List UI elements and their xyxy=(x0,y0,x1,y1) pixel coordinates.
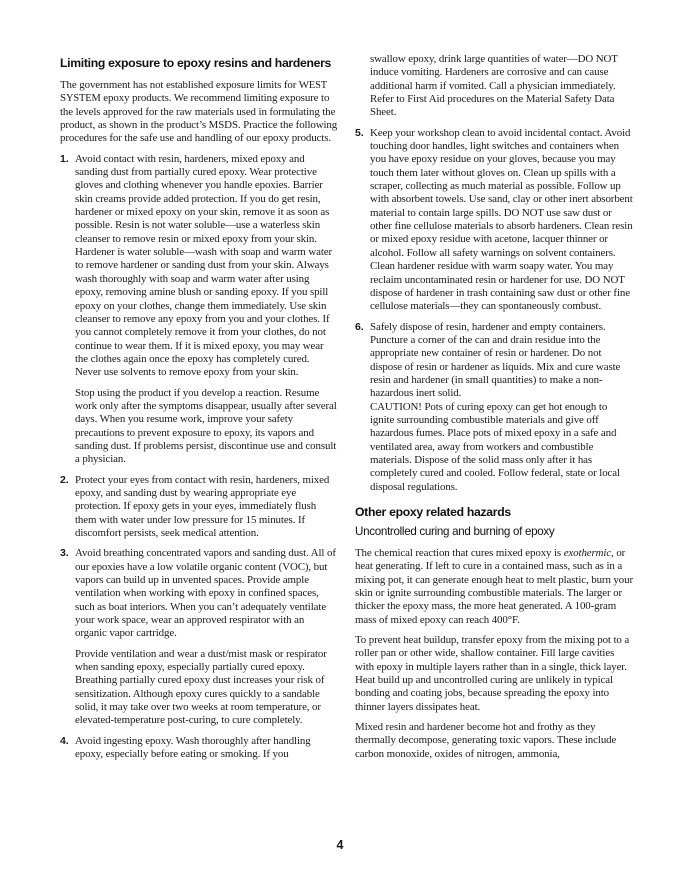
list-item-5 xyxy=(355,127,633,314)
list-item-paragraph: swallow epoxy, drink large quantities of water—DO NOT induce vomiting. Hardeners are corrosive and can cause additional harm if vomited. Call a physician immediately. Refer to First Aid procedures on the Material Safety Data Sheet. xyxy=(370,53,618,119)
brand-letter-w: W xyxy=(298,79,309,91)
left-column xyxy=(60,55,338,769)
list-item-paragraph: Stop using the product if you develop a reaction. Resume work only after the symptoms disappear, usually after several days. When you resume work, improve your safety precautions to prevent exposure to epoxy, its vapors and sanding dust. If problems persist, discontinue use and consult a physician. xyxy=(75,386,337,466)
paragraph-text-end: , or heat generating. If left to cure in a contained mass, such as in a mixing pot, it can generate enough heat to melt plastic, burn your skin or ignite surrounding combustible materials. The larger or thicker the epoxy mass, the more heat generated. A 100-gram mass of mixed epoxy can reach 400°F. xyxy=(355,547,633,626)
paragraph-exothermic xyxy=(355,547,633,627)
list-item-2 xyxy=(60,474,338,541)
section-heading-limiting-exposure: Limiting exposure to epoxy resins and hardeners xyxy=(60,56,332,70)
list-item-paragraph: Provide ventilation and wear a dust/mist mask or respirator when sanding epoxy, especially partially cured epoxy. Breathing partially cured epoxy dust increases your risk of sensitization. Although epoxy cures quickly to a sandable solid, it may take over two weeks at room temperature, or elevated-temperature post-curing, to cure completely. xyxy=(75,647,327,727)
right-column xyxy=(355,53,633,768)
list-item-paragraph: Avoid ingesting epoxy. Wash thoroughly after handling epoxy, especially before eating or smoking. If you xyxy=(75,734,311,761)
list-item-paragraph: Safely dispose of resin, hardener and empty containers. Puncture a corner of the can and drain residue into the appropriate new container of resin or hardener. Do not dispose of resin or hardener as liquids. Mix and cure waste resin and hardener (in small quantities) to make a non-hazardous inert solid. xyxy=(370,320,621,400)
list-number: 6. xyxy=(355,320,364,333)
brand-letter-s: S xyxy=(60,92,66,105)
intro-text-start: The government has not established exposure limits for xyxy=(60,79,299,91)
caution-paragraph: CAUTION! Pots of curing epoxy can get hot enough to ignite surrounding combustible materials and give off hazardous fumes. Place pots of mixed epoxy in a safe and ventilated area, away from workers and combustible materials. Dispose of the solid mass only after it has completely cured and cooled. Follow federal, state or local disposal regulations. xyxy=(370,400,620,493)
subheading-uncontrolled-curing: Uncontrolled curing and burning of epoxy xyxy=(355,525,555,538)
list-item-4-continued xyxy=(355,53,633,120)
list-item-paragraph: Avoid contact with resin, hardeners, mixed epoxy and sanding dust from partially cured epoxy. Wear protective gloves and clothing whenever you handle epoxies. Barrier skin creams provide added protection. If you do get resin, hardener or mixed epoxy on your skin, remove it as soon as possible. Resin is not water soluble—use a waterless skin cleanser to remove resin or mixed epoxy from your skin. Hardener is water soluble—wash with soap and warm water to remove hardener or sanding dust from your skin. Always wash thoroughly with soap and warm water after using epoxy, removing amine blush or sanding epoxy. If you spill epoxy on your clothes, change them immediately. Use skin cleanser to remove any epoxy from you and your clothes. If you cannot completely remove it from your clothes, do not continue to wear them. If it is mixed epoxy, you may wear the clothes again once the epoxy has completely cured. Never use solvents to remove epoxy from your skin. xyxy=(75,152,333,379)
list-number: 4. xyxy=(60,734,69,747)
paragraph-heat-buildup: To prevent heat buildup, transfer epoxy from the mixing pot to a roller pan or other wide, shallow container. Fill large cavities with epoxy in multiple layers rather than in a single, thick layer. Heat build up and uncontrolled curing are unlikely in typical bonding and coating jobs, because spreading the epoxy into thinner layers dissipates heat. xyxy=(355,634,630,713)
list-item-4 xyxy=(60,735,338,762)
list-item-paragraph: Protect your eyes from contact with resin, hardeners, mixed epoxy, and sanding dust by wearing appropriate eye protection. If epoxy gets in your eyes, immediately flush them with water under low pressure for 15 minutes. If discomfort persists, seek medical attention. xyxy=(75,473,330,539)
intro-paragraph xyxy=(60,79,338,146)
paragraph-text-start: The chemical reaction that cures mixed epoxy is xyxy=(355,547,564,559)
paragraph-thermal-decompose: Mixed resin and hardener become hot and frothy as they thermally decompose, generating toxic vapors. These include carbon monoxide, oxides of nitrogen, ammonia, xyxy=(355,721,617,760)
list-number: 1. xyxy=(60,152,69,165)
list-number: 2. xyxy=(60,473,69,486)
section-heading-other-hazards: Other epoxy related hazards xyxy=(355,505,511,519)
brand-small-caps-ystem: YSTEM xyxy=(65,93,101,105)
brand-small-caps-est: EST xyxy=(308,80,327,91)
list-item-6 xyxy=(355,321,633,494)
list-item-paragraph: Avoid breathing concentrated vapors and sanding dust. All of our epoxies have a low volatile organic content (VOC), but vapors can build up in unvented spaces. Provide ample ventilation when working with epoxy in confined spaces, such as boat interiors. When you can’t adequately ventilate your work space, wear an approved respirator with an organic vapor cartridge. xyxy=(75,547,336,640)
list-item-3 xyxy=(60,547,338,727)
intro-text-end: epoxy products. We recommend limiting exposure to the levels approved for the raw materials used in formulating the product, as shown in the product’s MSDS. Practice the following procedures for the safe use and handling of our epoxy products. xyxy=(60,92,338,145)
page-number: 4 xyxy=(336,838,344,852)
italic-term: exothermic xyxy=(563,547,612,559)
list-number: 3. xyxy=(60,547,69,560)
list-item-1 xyxy=(60,153,338,467)
list-number: 5. xyxy=(355,126,364,139)
list-item-paragraph: Keep your workshop clean to avoid incidental contact. Avoid touching door handles, light switches and containers when you have epoxy residue on your gloves, because you may touch them later without gloves on. Clean up spills with a scraper, collecting as much material as possible. Follow up with absorbent towels. Use sand, clay or other inert absorbent material to contain large spills. DO NOT use saw dust or other fine cellulose materials to absorb hardeners. Clean resin or mixed epoxy residue with acetone, lacquer thinner or alcohol. Follow all safety warnings on solvent containers. Clean hardener residue with warm soapy water. You may reclaim uncontaminated resin or hardener for use. DO NOT dispose of hardener in trash containing saw dust or other fine cellulose materials—they can spontaneously combust. xyxy=(370,126,633,313)
